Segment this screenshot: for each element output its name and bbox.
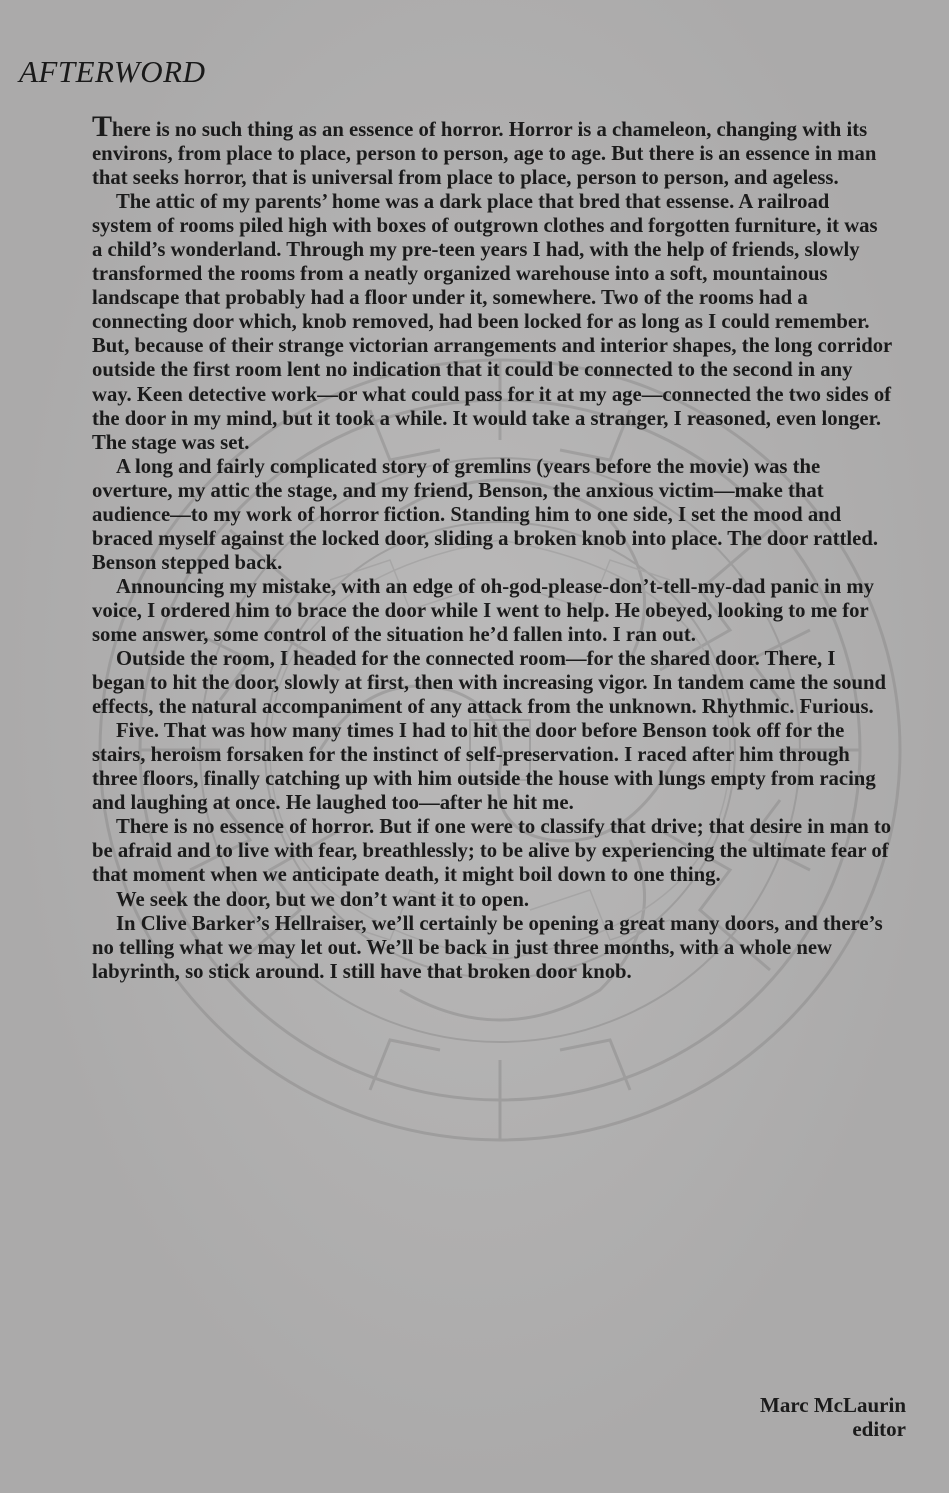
drop-cap: T xyxy=(92,110,113,143)
article-body xyxy=(92,110,892,984)
signature xyxy=(760,1393,906,1441)
paragraph-1 xyxy=(92,110,892,190)
paragraph-6: Five. That was how many times I had to hit the door before Benson took off for the stairs, heroism forsaken for the instinct of self-preservation. I raced after him through three floors, finally catching up with him outside the house with lungs empty from racing and laughing at once. He laughed too—after he hit me. xyxy=(92,720,876,815)
paragraph-2: The attic of my parents’ home was a dark place that bred that essense. A railroad system of rooms piled high with boxes of outgrown clothes and forgotten furniture, it was a child’s wonderland. Through my pre-teen years I had, with the help of friends, slowly transformed the rooms from a neatly organized warehouse into a soft, mountainous landscape that probably had a floor under it, somewhere. Two of the rooms had a connecting door which, knob removed, had been locked for as long as I could remember. But, because of their strange victorian arrangements and interior shapes, the long corridor outside the first room lent no indication that it could be connected to the second in any way. Keen detective work—or what could pass for it at my age—connected the two sides of the door in my mind, but it took a while. It would take a stranger, I reasoned, even longer. The stage was set. xyxy=(92,191,892,454)
author-role: editor xyxy=(852,1417,906,1441)
paragraph-7: There is no essence of horror. But if one were to classify that drive; that desire in man to be afraid and to live with fear, breathlessly; to be alive by experiencing the ultimate fear of that moment when we anticipate death, it might boil down to one thing. xyxy=(92,816,892,887)
paragraph-9: In Clive Barker’s Hellraiser, we’ll certainly be opening a great many doors, and there’s no telling what we may let out. We’ll be back in just three months, with a whole new labyrinth, so stick around. I still have that broken door knob. xyxy=(92,912,883,983)
author-name: Marc McLaurin xyxy=(760,1393,906,1417)
paragraph-8: We seek the door, but we don’t want it to open. xyxy=(116,888,530,911)
paragraph-5: Outside the room, I headed for the connected room—for the shared door. There, I began to hit the door, slowly at first, then with increasing vigor. In tandem came the sound effects, the natural accompaniment of any attack from the unknown. Rhythmic. Furious. xyxy=(92,648,887,719)
page-title: AFTERWORD xyxy=(19,54,206,89)
paragraph-3: A long and fairly complicated story of gremlins (years before the movie) was the overture, my attic the stage, and my friend, Benson, the anxious victim—make that audience—to my work of horror fiction. Standing him to one side, I set the mood and braced myself against the locked door, sliding a broken knob into place. The door rattled. Benson stepped back. xyxy=(92,455,879,574)
paragraph-1-text: here is no such thing as an essence of horror. Horror is a chameleon, changing with its environs, from place to place, person to person, age to age. But there is an essence in man that seeks horror, that is universal from place to place, person to person, and ageless. xyxy=(92,119,877,190)
paragraph-4: Announcing my mistake, with an edge of oh-god-please-don’t-tell-my-dad panic in my voice, I ordered him to brace the door while I went to help. He obeyed, looking to me for some answer, some control of the situation he’d fallen into. I ran out. xyxy=(92,575,875,646)
